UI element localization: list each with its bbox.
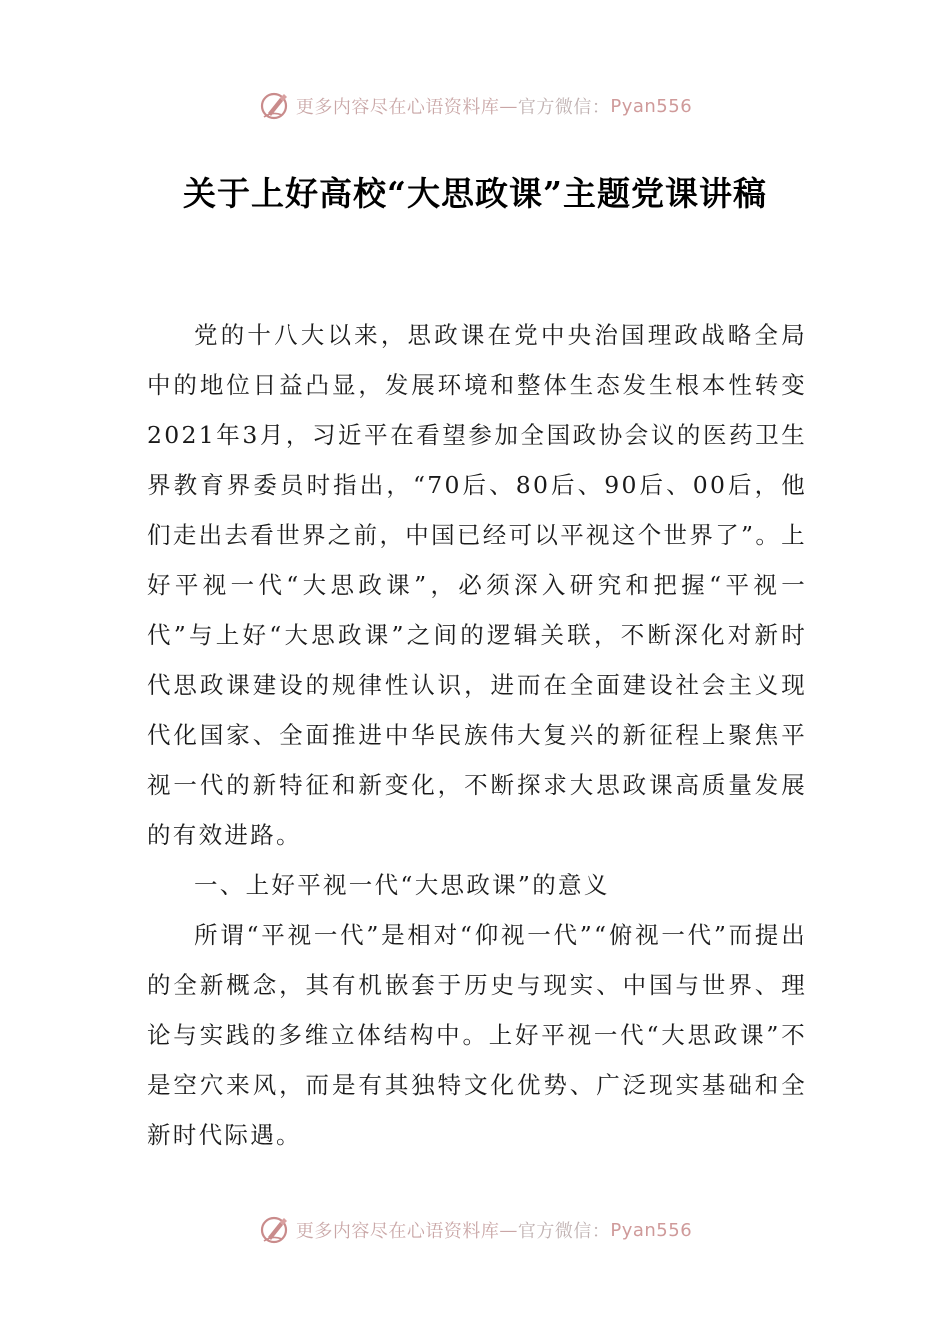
pen-circle-logo-icon	[258, 1213, 292, 1247]
watermark-dash: —	[499, 1219, 518, 1241]
watermark-brand-text: 更多内容尽在心语资料库	[295, 97, 500, 118]
pen-circle-logo-icon	[258, 89, 292, 123]
watermark-dash: —	[499, 95, 518, 117]
paragraph-section-1: 所谓“平视一代”是相对“仰视一代”“俯视一代”而提出的全新概念，其有机嵌套于历史与现实、中国与世界、理论与实践的多维立体结构中。上好平视一代“大思政课”不是空穴来风，而是有其独特文化优势、广泛现实基础和全新时代际遇。	[147, 921, 807, 1149]
watermark-brand-text: 更多内容尽在心语资料库	[295, 1221, 500, 1242]
document-body	[147, 310, 807, 1160]
section-heading-1: 一、上好平视一代“大思政课”的意义	[194, 871, 610, 899]
watermark-wechat-label: 官方微信：	[517, 1221, 611, 1242]
watermark-wechat-label: 官方微信：	[517, 97, 611, 118]
paragraph-intro: 党的十八大以来，思政课在党中央治国理政战略全局中的地位日益凸显，发展环境和整体生态发生根本性转变2021年3月，习近平在看望参加全国政协会议的医药卫生界教育界委员时指出，“70后、80后、90后、00后，他们走出去看世界之前，中国已经可以平视这个世界了”。上好平视一代“大思政课”，必须深入研究和把握“平视一代”与上好“大思政课”之间的逻辑关联，不断深化对新时代思政课建设的规律性认识，进而在全面建设社会主义现代化国家、全面推进中华民族伟大复兴的新征程上聚焦平视一代的新特征和新变化，不断探求大思政课高质量发展的有效进路。	[147, 321, 807, 849]
header-watermark	[0, 86, 950, 126]
watermark-wechat-id: Pyan556	[610, 95, 693, 117]
document-title: 关于上好高校“大思政课”主题党课讲稿	[183, 174, 767, 213]
footer-watermark	[0, 1210, 950, 1250]
watermark-wechat-id: Pyan556	[610, 1219, 693, 1241]
